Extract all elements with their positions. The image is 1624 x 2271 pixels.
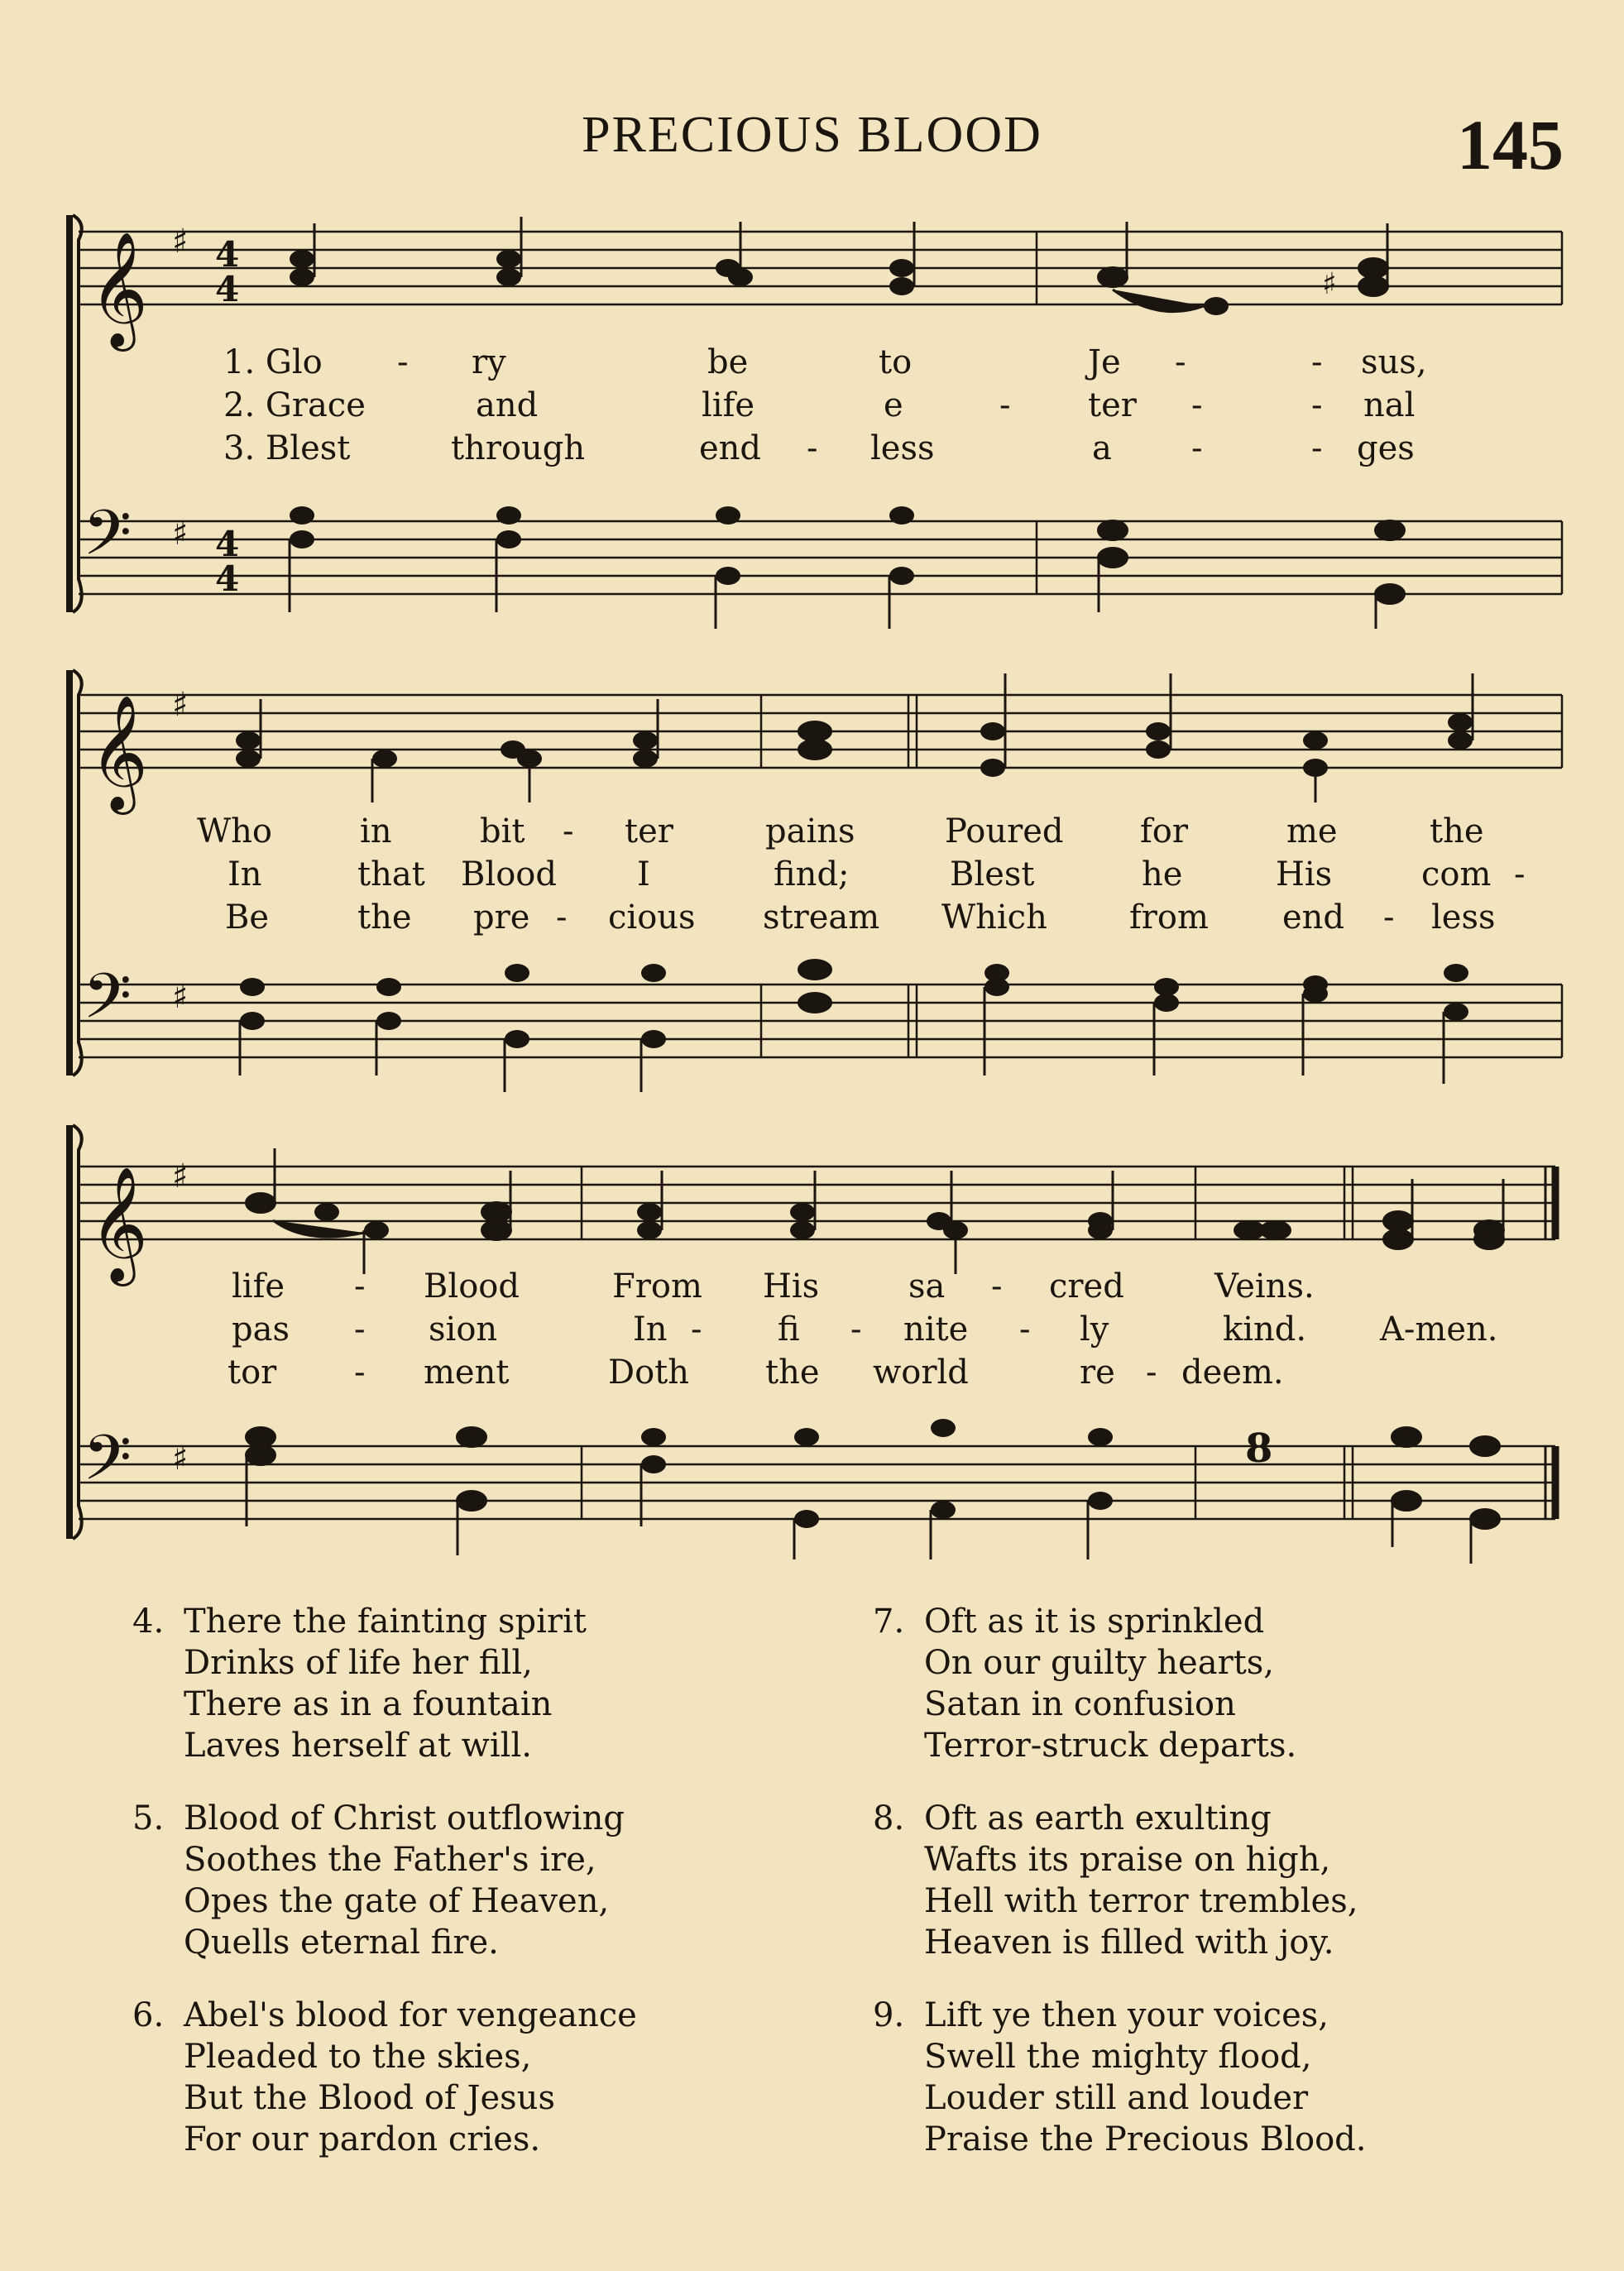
music-system-1 bbox=[0, 199, 1624, 629]
verse-number: 5. bbox=[132, 1799, 165, 1837]
music-system-3 bbox=[0, 1109, 1624, 1572]
bass-clef-icon: 𝄢 bbox=[83, 960, 132, 1048]
verse-9 bbox=[873, 1995, 1584, 2160]
lyric: - bbox=[563, 812, 574, 850]
lyric: Blood bbox=[461, 855, 557, 894]
verse-5 bbox=[132, 1798, 811, 1963]
lyric: ter bbox=[1088, 386, 1137, 424]
sharp-icon: ♯ bbox=[1322, 267, 1337, 301]
lyric: - bbox=[1311, 343, 1323, 381]
verse-line: Quells eternal fire. bbox=[184, 1924, 499, 1962]
verse-line: But the Blood of Jesus bbox=[184, 2079, 555, 2117]
verse-8 bbox=[873, 1798, 1584, 1963]
time-signature-top: 4 bbox=[215, 524, 240, 564]
lyric: that bbox=[357, 855, 425, 894]
lyric: - bbox=[354, 1310, 366, 1349]
lyric: Veins. bbox=[1214, 1267, 1315, 1306]
lyric: Blest bbox=[950, 855, 1035, 894]
verses-left-column bbox=[132, 1601, 811, 2192]
treble-clef-icon: 𝄞 bbox=[89, 695, 148, 810]
whole-note-chord-icon: 8 bbox=[1245, 1425, 1273, 1472]
lyric: re bbox=[1080, 1353, 1115, 1392]
verse-line: Abel's blood for vengeance bbox=[184, 1996, 637, 2034]
verse-number: 4. bbox=[132, 1603, 165, 1641]
lyric: - bbox=[691, 1310, 702, 1349]
lyric: - bbox=[991, 1267, 1003, 1306]
lyric: - bbox=[1311, 386, 1323, 424]
lyric: - bbox=[1191, 386, 1203, 424]
verse-line: Drinks of life her fill, bbox=[184, 1644, 533, 1682]
lyric: nal bbox=[1363, 386, 1416, 424]
verse-7 bbox=[873, 1601, 1584, 1766]
verse-line: Pleaded to the skies, bbox=[184, 2038, 532, 2076]
lyric: end bbox=[699, 429, 762, 467]
lyric: Be bbox=[225, 898, 270, 937]
lyric: ry bbox=[472, 343, 506, 381]
lyric: tor bbox=[228, 1353, 277, 1392]
verse-line: Terror-struck departs. bbox=[924, 1727, 1297, 1765]
lyric: Which bbox=[941, 898, 1047, 937]
key-signature-sharp-icon: ♯ bbox=[172, 978, 189, 1016]
verse-line: Blood of Christ outflowing bbox=[184, 1799, 625, 1837]
verse-line: Wafts its praise on high, bbox=[924, 1841, 1331, 1879]
lyric: in bbox=[360, 812, 392, 850]
lyric: His bbox=[763, 1267, 820, 1306]
lyric: In bbox=[228, 855, 262, 894]
lyric: end bbox=[1282, 898, 1345, 937]
lyric: life bbox=[702, 386, 755, 424]
lyric: 1. Glo bbox=[223, 343, 323, 381]
lyric: - bbox=[1383, 898, 1395, 937]
verse-6 bbox=[132, 1995, 811, 2160]
verse-line: Hell with terror trembles, bbox=[924, 1882, 1358, 1920]
lyric: ter bbox=[625, 812, 673, 850]
time-signature-bottom: 4 bbox=[215, 269, 240, 309]
lyric: - bbox=[999, 386, 1011, 424]
lyric: me bbox=[1286, 812, 1338, 850]
bass-clef-icon: 𝄢 bbox=[83, 496, 132, 585]
lyric: find; bbox=[774, 855, 850, 894]
lyric: less bbox=[1431, 898, 1496, 937]
lyric: less bbox=[870, 429, 935, 467]
key-signature-sharp-icon: ♯ bbox=[172, 686, 189, 724]
lyric: From bbox=[612, 1267, 702, 1306]
lyric: A-men. bbox=[1380, 1310, 1498, 1349]
lyric: a bbox=[1092, 429, 1112, 467]
treble-clef-icon: 𝄞 bbox=[89, 1167, 148, 1282]
lyric: deem. bbox=[1181, 1353, 1284, 1392]
verse-line: There the fainting spirit bbox=[184, 1603, 587, 1641]
lyric: 2. Grace bbox=[223, 386, 366, 424]
lyric: I bbox=[637, 855, 650, 894]
verse-line: Satan in confusion bbox=[924, 1685, 1236, 1723]
verse-line: Louder still and louder bbox=[924, 2079, 1309, 2117]
lyric: sa bbox=[908, 1267, 946, 1306]
lyric: sion bbox=[429, 1310, 498, 1349]
verse-line: Soothes the Father's ire, bbox=[184, 1841, 596, 1879]
lyric: - bbox=[1175, 343, 1186, 381]
lyric: - bbox=[1514, 855, 1526, 894]
lyric: 3. Blest bbox=[223, 429, 351, 467]
verse-number: 8. bbox=[873, 1799, 905, 1837]
verse-line: Opes the gate of Heaven, bbox=[184, 1882, 610, 1920]
lyric: - bbox=[354, 1267, 366, 1306]
lyric: kind. bbox=[1223, 1310, 1307, 1349]
lyric: - bbox=[807, 429, 818, 467]
page-number: 145 bbox=[1457, 105, 1564, 184]
lyric: Doth bbox=[608, 1353, 689, 1392]
verses-right-column bbox=[873, 1601, 1584, 2192]
lyric: stream bbox=[763, 898, 880, 937]
lyric: to bbox=[879, 343, 913, 381]
lyric: bit bbox=[480, 812, 525, 850]
lyric: - bbox=[1019, 1310, 1031, 1349]
lyric: - bbox=[397, 343, 409, 381]
key-signature-sharp-icon: ♯ bbox=[172, 223, 189, 261]
lyric: Who bbox=[197, 812, 272, 850]
verse-line: Oft as earth exulting bbox=[924, 1799, 1272, 1837]
lyric: fi bbox=[778, 1310, 800, 1349]
lyric: - bbox=[556, 898, 568, 937]
lyric: ment bbox=[424, 1353, 510, 1392]
lyric: e bbox=[884, 386, 903, 424]
treble-clef-icon: 𝄞 bbox=[89, 232, 148, 347]
notes-system-1 bbox=[290, 217, 1404, 629]
time-signature-top: 4 bbox=[215, 234, 240, 275]
verse-line: For our pardon cries. bbox=[184, 2120, 541, 2158]
verse-line: Heaven is filled with joy. bbox=[924, 1924, 1334, 1962]
lyric: pains bbox=[765, 812, 855, 850]
lyric: the bbox=[765, 1353, 820, 1392]
lyric: from bbox=[1129, 898, 1209, 937]
hymn-title: PRECIOUS BLOOD bbox=[582, 107, 1042, 163]
lyric: cious bbox=[608, 898, 696, 937]
lyric: - bbox=[850, 1310, 862, 1349]
lyric: ly bbox=[1080, 1310, 1109, 1349]
verse-line: Lift ye then your voices, bbox=[924, 1996, 1329, 2034]
lyric: sus, bbox=[1361, 343, 1427, 381]
lyric: - bbox=[1191, 429, 1203, 467]
lyric: nite bbox=[903, 1310, 969, 1349]
lyric: Je bbox=[1088, 343, 1121, 381]
bass-clef-icon: 𝄢 bbox=[83, 1421, 132, 1510]
lyric: Blood bbox=[424, 1267, 520, 1306]
lyric: com bbox=[1421, 855, 1492, 894]
lyric: life bbox=[232, 1267, 285, 1306]
lyric: pre bbox=[473, 898, 530, 937]
lyric: - bbox=[1146, 1353, 1157, 1392]
verse-line: Laves herself at will. bbox=[184, 1727, 532, 1765]
lyric: world bbox=[873, 1353, 969, 1392]
lyric: for bbox=[1140, 812, 1189, 850]
verse-line: Praise the Precious Blood. bbox=[924, 2120, 1367, 2158]
lyric: cred bbox=[1049, 1267, 1124, 1306]
lyric: be bbox=[707, 343, 749, 381]
lyric: and bbox=[476, 386, 539, 424]
lyric: - bbox=[354, 1353, 366, 1392]
lyric: pas bbox=[232, 1310, 290, 1349]
key-signature-sharp-icon: ♯ bbox=[172, 515, 189, 553]
verse-number: 7. bbox=[873, 1603, 905, 1641]
time-signature-bottom: 4 bbox=[215, 558, 240, 599]
verse-line: There as in a fountain bbox=[184, 1685, 553, 1723]
lyric: His bbox=[1276, 855, 1333, 894]
verse-number: 9. bbox=[873, 1996, 905, 2034]
lyric: the bbox=[357, 898, 412, 937]
key-signature-sharp-icon: ♯ bbox=[172, 1157, 189, 1195]
verse-line: On our guilty hearts, bbox=[924, 1644, 1275, 1682]
lyric: he bbox=[1142, 855, 1183, 894]
lyric: through bbox=[451, 429, 586, 467]
lyric: ges bbox=[1357, 429, 1415, 467]
lyric: Poured bbox=[945, 812, 1064, 850]
verse-line: Swell the mighty flood, bbox=[924, 2038, 1312, 2076]
verse-4 bbox=[132, 1601, 811, 1766]
music-system-2 bbox=[0, 662, 1624, 1092]
verse-number: 6. bbox=[132, 1996, 165, 2034]
verse-line: Oft as it is sprinkled bbox=[924, 1603, 1265, 1641]
lyric: In bbox=[633, 1310, 668, 1349]
lyric: - bbox=[1311, 429, 1323, 467]
key-signature-sharp-icon: ♯ bbox=[172, 1440, 189, 1478]
lyric: the bbox=[1430, 812, 1484, 850]
